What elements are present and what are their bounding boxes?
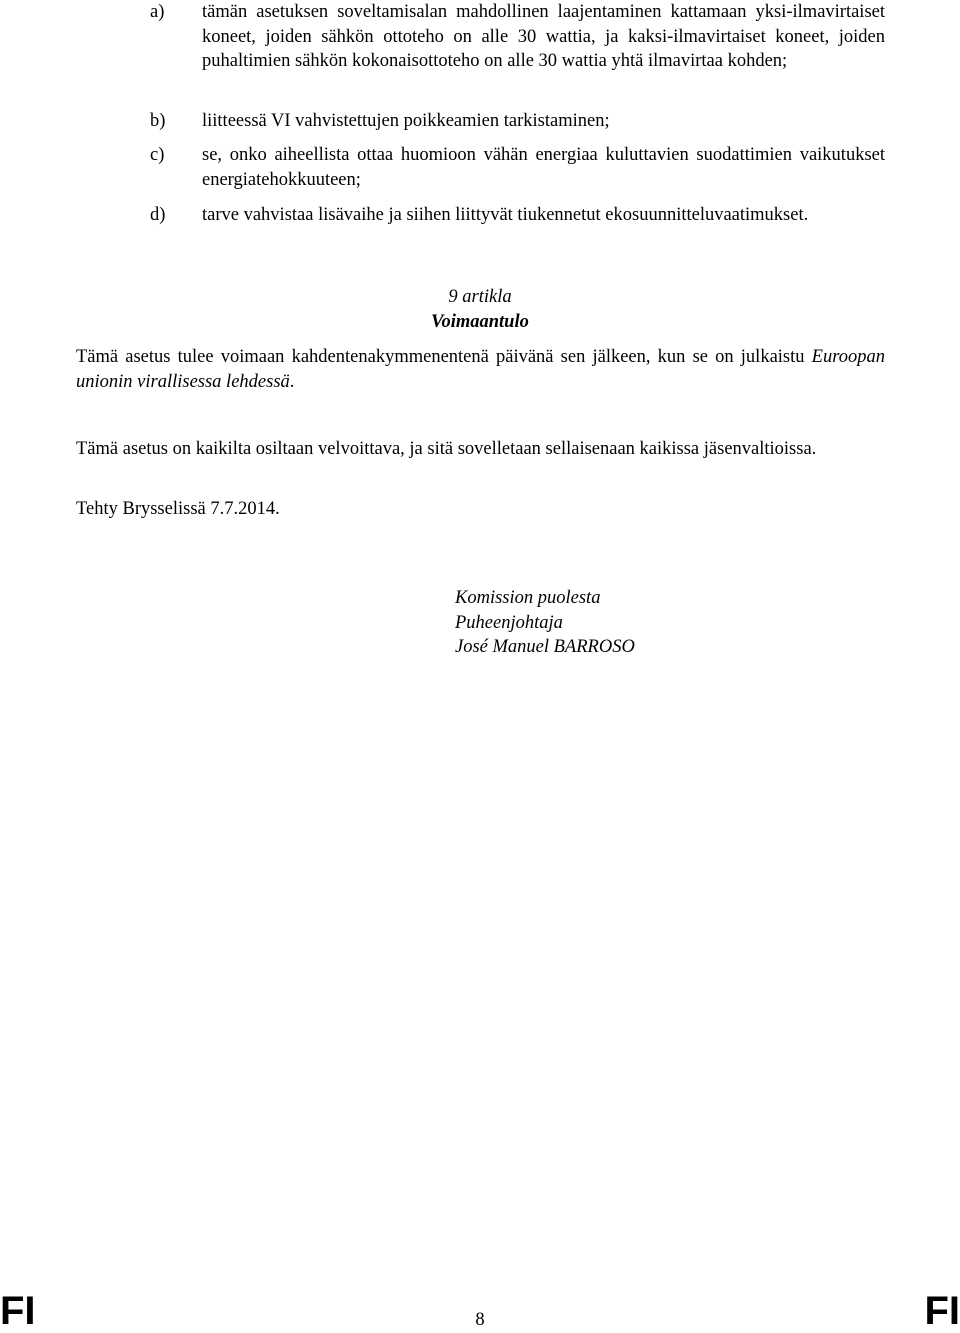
list-text: liitteessä VI vahvistettujen poikkeamien tarkistaminen;: [202, 111, 610, 131]
list-label: c): [150, 145, 165, 165]
place-date: Tehty Brysselissä 7.7.2014.: [76, 499, 280, 519]
signature-block: [455, 586, 635, 660]
signature-line-3: José Manuel BARROSO: [455, 637, 635, 657]
journal-name: Euroopan unionin virallisessa lehdessä: [76, 347, 885, 392]
signature-line-1: Komission puolesta: [455, 588, 601, 608]
footer-language-right: FI: [924, 1289, 960, 1333]
paragraph-binding: Tämä asetus on kaikilta osiltaan velvoittava, ja sitä sovelletaan sellaisenaan kaikissa jäsenvaltioissa.: [76, 439, 817, 459]
article-number: 9 artikla: [448, 287, 512, 307]
signature-line-2: Puheenjohtaja: [455, 612, 563, 633]
list-label: b): [150, 111, 166, 131]
paragraph-entry-into-force: [76, 345, 885, 394]
list-label: a): [150, 2, 165, 22]
page-number: 8: [475, 1310, 485, 1330]
paragraph-text: Tämä asetus tulee voimaan kahdentenakymmenentenä päivänä sen jälkeen, kun se on julkaistu: [76, 347, 812, 367]
list-text: tämän asetuksen soveltamisalan mahdollinen laajentaminen kattamaan yksi-ilmavirtaiset koneet, joiden sähkön ottoteho on alle 30 wattia, ja kaksi-ilmavirtaiset koneet, joiden puhaltimien sähkön kokonaisottoteho on alle 30 wattia yhtä ilmavirtaa kohden;: [202, 2, 885, 71]
list-text: tarve vahvistaa lisävaihe ja siihen liittyvät tiukennetut ekosuunnitteluvaatimukset.: [202, 205, 809, 225]
paragraph-end: .: [289, 371, 295, 392]
article-title: Voimaantulo: [431, 312, 529, 332]
list-label: d): [150, 205, 166, 225]
list-text: se, onko aiheellista ottaa huomioon vähän energiaa kuluttavien suodattimien vaikutukset energiatehokkuuteen;: [202, 145, 885, 190]
footer-language-left: FI: [0, 1289, 36, 1333]
